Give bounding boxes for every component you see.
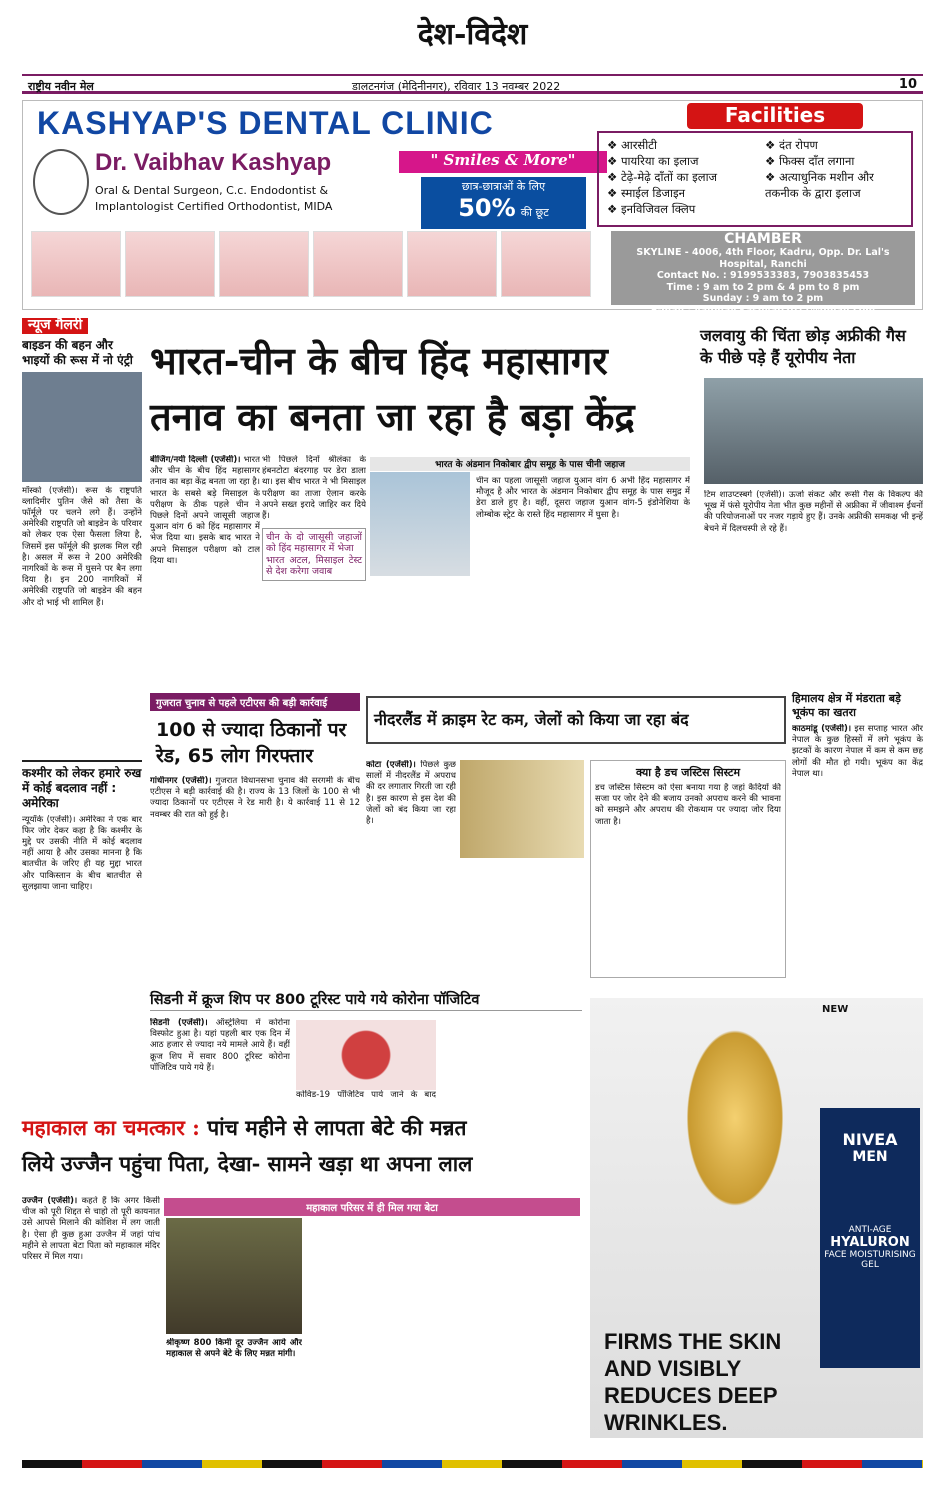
africa-body: टिम शाउप्टस्बर्ग (एजेंसी)। ऊर्जा संकट और रूसी गैस के विकल्प की भूख में फंसे यूरोपीय नेता भीत कुछ महीनों से अफ्रीका में जीवाश्म ईंधनों की परियोजनाओं पर नजर गड़ाये हुए हैं। उनके अफ्रीकी समकक्ष भी इन्हें बेचने में दिलचस्पी ले रहे हैं। [704,490,923,534]
sidebar-story-body: मॉस्को (एजेंसी)। रूस के राष्ट्रपति व्लादिमीर पुतिन जैसे को तैसा के फॉर्मूले पर चलने लगे हैं। उन्होंने अमेरिकी राष्ट्रपति जो बाइडेन के परिवार को लेकर एक ऐसा फैसला लिया है, जिसमें इस फॉर्मूले की झलक मिल रही है। असल में रूस ने 200 अमेरिकी नागरिकों के रूस में घुसने पर बैन लगा दिया है। इन 200 नागरिकों में अमेरिकी राष्ट्रपति जो बाइडेन की बहन और दो भाई भी शामिल हैं। [22,485,142,608]
qualification-line: Implantologist Certified Orthodontist, MIDA [95,200,333,213]
sydney-text: ऑस्ट्रेलिया में कोरोना विस्फोट हुआ है। यहां पहली बार एक दिन में आठ हजार से ज्यादा नये मामले आये हैं। वहीं क्रूज शिप में सवार 800 टूरिस्ट कोरोना पॉजिटिव पाये गये हैं। [150,1018,290,1073]
gujarat-body [150,776,360,976]
mahakal-text: कहते हैं कि अगर किसी चीज को पूरी शिद्दत से चाहो तो पूरी कायनात उसे आपसे मिलाने की कोशिश में लग जाती है। ऐसा ही कुछ हुआ उज्जैन में जहां पांच महीने से लापता बेटा पिता को महाकाल मंदिर परिसर में मिल गया। [22,1196,160,1263]
headline-line: भारत-चीन के बीच हिंद महासागर [150,338,608,383]
netherlands-body [366,760,456,978]
father-son-photo [166,1218,302,1334]
divider [22,760,142,762]
chamber-info [611,231,915,316]
discount-box [421,177,586,229]
mahakal-byline: उज्जैन (एजेंसी)। [22,1196,78,1206]
facility-item: ❖ टेढ़े-मेढ़े दाँतों का इलाज [607,170,718,184]
gel-drop-image [680,1018,790,1218]
sydney-byline: सिडनी (एजेंसी)। [150,1018,208,1028]
facilities-title: Facilities [687,103,863,129]
dental-photo [501,231,591,297]
facility-item: ❖ अत्याधुनिक मशीन और तकनीक के द्वारा इलाज [765,170,874,200]
page-number: 10 [898,77,917,92]
gujarat-band: गुजरात चुनाव से पहले एटीएस की बड़ी कार्रवाई [150,693,360,711]
section-title: देश-विदेश [417,17,528,52]
netherlands-headline[interactable]: नीदरलैंड में क्राइम रेट कम, जेलों को किया जा रहा बंद [366,696,786,744]
biden-photo [22,372,142,482]
color-registration-strip [22,1460,923,1468]
chinese-ship-photo [370,472,470,576]
lead-body: भारत और चीन के बीच हिंद महासागर तनाव का बड़ा केंद्र बनता जा रहा है। भारत के सबसे बड़े मिसाइल के परीक्षण के ठीक पहले चीन ने पिछले दिनों अपने जासूसी जहाज युआन वांग 6 को हिंद महासागर में भेज दिया था। इसके बाद भारत ने अपने मिसाइल परीक्षण को टाल दिया था। [150,455,260,566]
dental-photo [219,231,309,297]
dateline-bar [22,74,923,94]
nivea-brand: NIVEA [842,1130,898,1149]
nivea-slogan: FIRMS THE SKIN AND VISIBLY REDUCES DEEP WRINKLES. [604,1329,782,1435]
chamber-contact: Contact No. : 9199533383, 7903835453 [656,270,870,281]
mahakal-photo-caption: श्रीकृष्ण 800 किमी दूर उज्जैन आये और महाकाल से अपने बेटे के लिए मन्नत मांगी। [166,1338,302,1360]
mahakal-line: लिये उज्जैन पहुंचा पिता, देखा- सामने खड़ा था अपना लाल [22,1151,473,1176]
gujarat-text: गुजरात विधानसभा चुनाव की सरगर्मी के बीच एटीएस ने बड़ी कार्रवाई की है। राज्य के 13 जिलों के 100 से भी ज्यादा ठिकानों पर एटीएस ने रेड मारी है। ये कार्रवाई 11 से 12 नवम्बर की रात को हुई है। [150,776,360,820]
clinic-name: KASHYAP'S DENTAL CLINIC [37,105,494,141]
news-gallery-badge: न्यूज गैलरी [22,318,88,334]
sidebar-story-headline[interactable]: कश्मीर को लेकर हमारे रुख में कोई बदलाव नहीं : अमेरिका [22,765,142,810]
pull-quote: चीन के दो जासूसी जहाजों को हिंद महासागर में भेजा [266,532,362,555]
offer-text: छात्र-छात्राओं के लिए [461,180,546,193]
sidebar-story-headline[interactable]: बाइडन की बहन और भाइयों की रूस में नो एंट्री [22,337,133,367]
offer-percent: 50% [458,194,516,222]
chamber-email: E-mail : vaibhav.kashyap2011@gmail.com [650,304,876,316]
netherlands-text: पिछले कुछ सालों में नीदरलैंड में अपराध की दर लगातार गिरती जा रही है। इस कारण से इस देश की जेलों को बंद किया जा रहा है। [366,760,456,827]
dental-photos [31,231,591,297]
dental-photo [125,231,215,297]
facility-item: ❖ दंत रोपण [765,138,818,152]
mahakal-prefix: महाकाल का चमत्कार : [22,1115,200,1140]
mahakal-body [22,1196,160,1440]
chamber-title: CHAMBER [724,231,802,247]
nivea-line: ANTI-AGE [848,1225,892,1235]
lead-col-2 [262,455,366,680]
sidebar-story-body: न्यूयॉर्क (एजेंसी)। अमेरिका ने एक बार फिर जोर देकर कहा है कि कश्मीर के मुद्दे पर उसकी नीति में कोई बदलाव नहीं आया है और उसका मानना है कि बातचीत के जरिए ही यह मुद्दा भारत और पाकिस्तान के बीच बातचीत से सुलझाया जाना चाहिए। [22,814,142,892]
offer-suffix: की छूट [520,206,549,219]
lead-photo-caption: भारत के अंडमान निकोबार द्वीप समूह के पास चीनी जहाज [370,457,690,471]
gujarat-headline[interactable]: 100 से ज्यादा ठिकानों पर रेड, 65 लोग गिरफ्तार [156,719,347,767]
netherlands-byline: कोटा (एजेंसी)। [366,760,416,770]
chamber-sunday: Sunday : 9 am to 2 pm [702,293,824,304]
facility-item: ❖ फिक्स दाँत लगाना [765,154,855,168]
himalaya-body [792,724,923,978]
facility-item: ❖ पायरिया का इलाज [607,154,699,168]
doctor-name: Dr. Vaibhav Kashyap [95,149,332,176]
lead-col-3: चीन का पहला जासूसी जहाज युआन वांग 6 अभी हिंद महासागर में मौजूद है और भारत के अंडमान निकोबार द्वीप समूह के पास समुद्र में डेरा डाले हुए है। वहीं, दूसरा जहाज युआन वांग-5 इंडोनेशिया के लोम्बोक स्ट्रेट के रास्ते हिंद महासागर में घुसा है। [476,476,690,520]
qualifications [95,183,395,215]
himalaya-headline[interactable]: हिमालय क्षेत्र में मंडराता बड़े भूकंप का खतरा [792,692,901,719]
mahakal-band: महाकाल परिसर में ही मिल गया बेटा [164,1198,580,1216]
nivea-ad[interactable] [590,998,923,1438]
nivea-product [820,1108,920,1368]
pull-quote-box [262,528,366,581]
paper-name: राष्ट्रीय नवीन मेल [28,80,94,93]
dateline: डालटनगंज (मेदिनीनगर), रविवार 13 नवम्बर 2022 [352,80,561,93]
dental-clinic-ad[interactable] [22,100,923,316]
tagline: " Smiles & More" [399,151,607,173]
nivea-line: FACE MOISTURISING GEL [824,1250,916,1270]
box-title: क्या है डच जस्टिस सिस्टम [635,766,741,779]
lead-byline: बीजिंग/नयी दिल्ली (एजेंसी)। [150,455,241,465]
gujarat-byline: गांधीनगर (एजेंसी)। [150,776,212,786]
box-body: डच जस्टिस सिस्टम को ऐसा बनाया गया है जहां कैदियों की सजा पर जोर देने की बजाय उनको अपराध करने की भावना को समझने और अपराध की रोकथाम पर ज्यादा जोर दिया जाता है। [595,783,781,827]
mahakal-line: पांच महीने से लापता बेटे की मन्नत [199,1115,467,1140]
africa-headline[interactable]: जलवायु की चिंता छोड़ अफ्रीकी गैस के पीछे पड़े हैं यूरोपीय नेता [700,326,906,367]
dental-photo [313,231,403,297]
new-label: NEW [822,1004,849,1015]
facility-item: ❖ स्माईल डिजाइन [607,186,686,200]
dutch-justice-box [590,760,786,978]
qualification-line: Oral & Dental Surgeon, C.c. Endodontist & [95,184,329,197]
coronavirus-image [296,1020,436,1090]
sydney-caption: कोविड-19 पॉजिटिव पाये जाने के बाद [296,1090,436,1100]
facility-item: ❖ आरसीटी [607,138,657,152]
facility-item: ❖ इनविजिवल क्लिप [607,202,696,216]
nivea-line: HYALURON [830,1235,910,1250]
sydney-headline[interactable]: सिडनी में क्रूज शिप पर 800 टूरिस्ट पाये गये कोरोना पॉजिटिव [150,990,582,1011]
dental-photo [31,231,121,297]
pull-quote: भारत अटल, मिसाइल टेस्ट से देश करेगा जवाब [266,554,362,577]
headline-line: तनाव का बनता जा रहा है बड़ा केंद्र [150,394,635,439]
nivea-men: MEN [852,1149,888,1165]
prison-photo [460,760,584,858]
chamber-time: Time : 9 am to 2 pm & 4 pm to 8 pm [666,281,860,293]
facilities-list [597,131,913,227]
sydney-body [150,1018,290,1098]
caduceus-logo [33,149,89,215]
lead-col-1 [150,455,260,680]
dental-photo [407,231,497,297]
lead-headline[interactable] [150,333,690,445]
lead-body: भी पिछले दिनों श्रीलंका के हंबनटोटा बंदरगाह पर डेरा डाला था। इस बीच भारत ने भी मिसाइल परीक्षण का ताजा ऐलान करके अपने सख्त इरादे जाहिर कर दिये हैं। [262,455,366,522]
mahakal-headline[interactable] [22,1110,582,1182]
himalaya-byline: काठमांडू (एजेंसी)। [792,724,852,734]
gas-field-photo [704,378,923,484]
chamber-address: SKYLINE - 4006, 4th Floor, Kadru, Opp. Dr. Lal's Hospital, Ranchi [636,247,890,270]
himalaya-text: इस सप्ताह भारत और नेपाल के कुछ हिस्सों में लगे भूकंप के झटकों के कारण नेपाल में कम से कम छह लोगों की मौत हो गयी। भूकंप का केंद्र नेपाल था। [792,724,923,779]
